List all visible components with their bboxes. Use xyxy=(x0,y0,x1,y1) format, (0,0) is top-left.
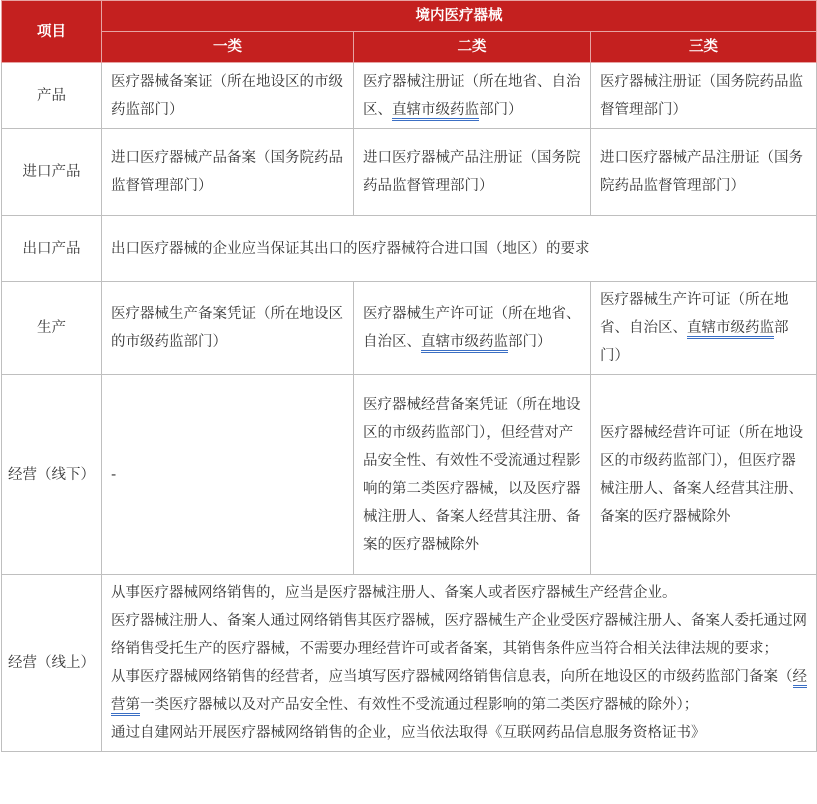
cell-product-class-3: 医疗器械注册证（国务院药品监督管理部门） xyxy=(591,63,817,129)
table-row xyxy=(2,63,817,129)
online-paragraph-1: 从事医疗器械网络销售的，应当是医疗器械注册人、备案人或者医疗器械生产经营企业。 xyxy=(111,585,677,601)
cell-production-class-1: 医疗器械生产备案凭证（所在地设区的市级药监部门） xyxy=(102,282,354,375)
cell-import-class-1: 进口医疗器械产品备案（国务院药品监督管理部门） xyxy=(102,129,354,216)
cell-production-class-3: 医疗器械生产许可证（所在地省、自治区、直辖市级药监部门） xyxy=(591,282,817,375)
row-label-online: 经营（线上） xyxy=(2,575,102,752)
header-domestic-devices: 境内医疗器械 xyxy=(102,1,817,32)
regulation-table xyxy=(1,0,817,752)
online-paragraph-4: 通过自建网站开展医疗器械网络销售的企业，应当依法取得《互联网药品信息服务资格证书》 xyxy=(111,725,706,741)
online-paragraph-3: 从事医疗器械网络销售的经营者，应当填写医疗器械网络销售信息表，向所在地设区的市级药监部门备案（经营第一类医疗器械以及对产品安全性、有效性不受流通过程影响的第二类医疗器械的除外）； xyxy=(111,663,807,719)
online-paragraph-2: 医疗器械注册人、备案人通过网络销售其医疗器械，医疗器械生产企业受医疗器械注册人、备案人委托通过网络销售受托生产的医疗器械，不需要办理经营许可或者备案，其销售条件应当符合相关法律法规的要求； xyxy=(111,613,807,657)
cell-product-class-1: 医疗器械备案证（所在地设区的市级药监部门） xyxy=(102,63,354,129)
table-row xyxy=(2,129,817,216)
header-item: 项目 xyxy=(2,1,102,63)
row-label-production: 生产 xyxy=(2,282,102,375)
header-class-1: 一类 xyxy=(102,32,354,63)
link-text[interactable]: 直辖市级药监 xyxy=(687,320,774,339)
cell-online xyxy=(102,575,817,752)
table-row xyxy=(2,375,817,575)
cell-offline-class-3: 医疗器械经营许可证（所在地设区的市级药监部门），但医疗器械注册人、备案人经营其注册、备案的医疗器械除外 xyxy=(591,375,817,575)
cell-import-class-2: 进口医疗器械产品注册证（国务院药品监督管理部门） xyxy=(354,129,591,216)
cell-import-class-3: 进口医疗器械产品注册证（国务院药品监督管理部门） xyxy=(591,129,817,216)
cell-production-class-2: 医疗器械生产许可证（所在地省、自治区、直辖市级药监部门） xyxy=(354,282,591,375)
cell-product-class-2: 医疗器械注册证（所在地省、自治区、直辖市级药监部门） xyxy=(354,63,591,129)
table-row xyxy=(2,575,817,752)
link-text[interactable]: 直辖市级药监 xyxy=(392,102,479,121)
row-label-product: 产品 xyxy=(2,63,102,129)
table-row xyxy=(2,216,817,282)
header-class-2: 二类 xyxy=(354,32,591,63)
table-row xyxy=(2,282,817,375)
cell-offline-class-1: - xyxy=(102,375,354,575)
link-text[interactable]: 经营第 xyxy=(111,669,807,716)
row-label-offline: 经营（线下） xyxy=(2,375,102,575)
row-label-export: 出口产品 xyxy=(2,216,102,282)
link-text[interactable]: 直辖市级药监 xyxy=(421,334,508,353)
cell-export: 出口医疗器械的企业应当保证其出口的医疗器械符合进口国（地区）的要求 xyxy=(102,216,817,282)
header-class-3: 三类 xyxy=(591,32,817,63)
row-label-import: 进口产品 xyxy=(2,129,102,216)
cell-offline-class-2: 医疗器械经营备案凭证（所在地设区的市级药监部门），但经营对产品安全性、有效性不受流通过程影响的第二类医疗器械，以及医疗器械注册人、备案人经营其注册、备案的医疗器械除外 xyxy=(354,375,591,575)
